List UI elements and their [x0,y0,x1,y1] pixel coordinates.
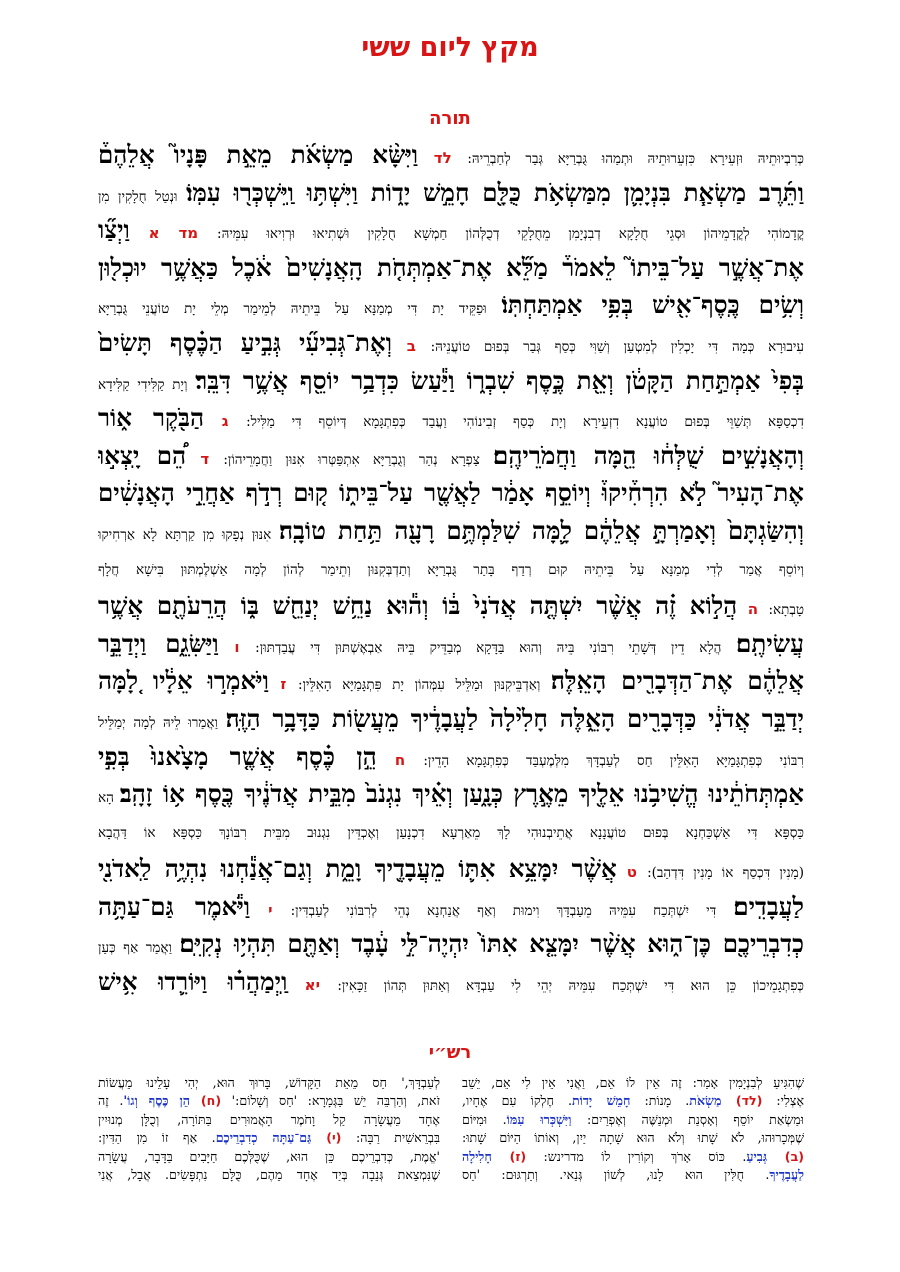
hebrew-verse-text: וַיֹּאמְר֣וּ אֵלָ֔יו לָ֚מָּה [98,666,269,696]
torah-line [98,662,804,700]
rashi-column-left [98,1074,440,1254]
torah-line [98,813,804,851]
torah-line [98,474,804,512]
text-segment: 'אֱמֶת, כְּדִבְרֵיכֶם כֵּן הוּא, שֶׁכֻּלְּכֶם חַיָּבִים בַּדָּבָר, עֲשָׂרָה [98,1148,440,1164]
torah-line [98,399,804,437]
rashi-line [98,1148,440,1166]
hebrew-verse-text: וַיִּשָּׂ֨א מַשְׂאֹ֜ת מֵאֵ֣ת פָּנָיו֮ אֲלֵהֶם֒ [98,140,419,169]
torah-line [98,249,804,287]
rashi-line [462,1129,804,1147]
torah-line [98,550,804,588]
text-segment: . וּמִיּוֹם [462,1111,507,1127]
hebrew-verse-text: יְדַבֵּ֣ר אֲדֹנִ֔י כַּדְּבָרִ֖ים הָאֵ֑לֶּה חָלִ֙ילָה֙ לַעֲבָדֶ֔יךָ מֵעֲשׂ֖וֹת כַּדָּבָ֥ר הַזֶּֽה׃ [225,703,804,733]
text-segment: . מָנוֹת: [630,1093,690,1109]
hebrew-verse-text: אֶת־הָעִיר֮ לֹ֣א הִרְחִ֒יקוּ֒ וְיוֹסֵ֣ף אָמַ֔ר לַאֲשֶׁ֖ר עַל־בֵּית֑וֹ ק֚וּם רְדֹ֣ף אַחֲרֵ֣י הָאֲנָשִׁ֔ים [98,478,804,508]
rashi-verse-ref: (ח) [189,1093,222,1109]
hebrew-verse-text: וַיְצַ֞ו [98,215,130,245]
rashi-commentary [98,1074,804,1254]
hebrew-verse-text: בְּפִי֙ אַמְתַּ֣חַת הַקָּטֹ֔ן וְאֵ֖ת כֶּ֣סֶף שִׁבְר֑וֹ וַיַּ֕עַשׂ כִּדְבַ֥ר יוֹסֵ֖ף אֲשֶׁ֥ר דִּבֵּֽר׃ [195,365,804,395]
torah-line [98,963,804,1001]
rashi-line [98,1129,440,1147]
torah-line [98,136,804,174]
text-segment: אֶחָד מֵעֲשָׂרָה קַל וָחֹמֶר הָאֲמוּרִים בַּתּוֹרָה, וְכֻלָּן מְנוּיִין [98,1111,440,1127]
rashi-dibur-hamatchil: וַיִּשְׁכְּרוּ עִמּוֹ [506,1111,572,1127]
rashi-line [462,1092,804,1110]
targum-text: קֳדָמוֹהִי לְקֳדָמֵיהוֹן וּסְגֵי חֻלָקָא דְבִנְיָמִן מֵחֻלָקֵי דְכֻלְּהוֹן חַמְשָׁא חֻלָקִין וּשְׁתִיאוּ וּרְוִיאוּ עִמֵּיהּ: [217,226,804,243]
torah-line [98,286,804,324]
torah-line [98,211,804,249]
hebrew-verse-text: הֵ֠ם יָֽצְא֣וּ [98,440,187,470]
text-segment: וּמַשְׂאַת יוֹסֵף וְאָסְנַת וּמְנַשֶּׁה וְאֶפְרַיִם: [571,1111,804,1127]
hebrew-verse-text: עֲשִׂיתֶֽם׃ [736,628,804,658]
rashi-dibur-hamatchil: מַשְׂאֹת [689,1093,722,1109]
rashi-dibur-hamatchil: לַעֲבָדֶיךָ [769,1166,804,1182]
rashi-dibur-hamatchil: חָלִילָה [462,1148,492,1164]
rashi-dibur-hamatchil: חָמֵשׁ יָדוֹת [571,1093,631,1109]
torah-header: תורה [429,108,471,129]
torah-line [98,625,804,663]
targum-text: כְּפִתְגָמֵיכוֹן כֵּן הוּא דִּי יִשְׁתְּכַח עִמֵּיהּ יְהֵי לִי עַבְדָּא וְאַתּוּן תְּהוֹן זַכָּאִין: [337,978,804,995]
verse-number: ג [204,412,247,431]
verse-number: לד [418,149,468,167]
text-segment: אֶצְלִי: [762,1093,804,1109]
rashi-line [462,1074,804,1092]
verse-number: ה [737,600,769,619]
rashi-verse-ref: (לד) [721,1093,763,1109]
targum-text: וְאַדְבֵּיקִנּוּן וּמַלֵּיל עִמְּהוֹן יָת פִּתְגָּמַיָּא הָאִלֵּין: [297,677,551,694]
torah-line [98,362,804,400]
hebrew-verse-text: וַיֹּ֕אמֶר גַּם־עַתָּ֥ה [98,891,251,921]
targum-text: רִבּוֹנִי כְּפִתְגָּמַיָּא הָאִלֵּין חַס לְעַבְדָּךְ מִלְּמֶעְבַּד כְּפִתְגָּמָא הָדֵין: [423,752,804,769]
verse-number: מד א [129,224,218,243]
verse-number: ט [616,863,648,882]
verse-number: ח [376,750,424,769]
hebrew-verse-text: כְדִבְרֵיכֶ֖ם כֶּן־ה֑וּא אֲשֶׁ֨ר יִמָּצֵ֤א אִתּוֹ֙ יִהְיֶה־לִּ֣י עָ֔בֶד וְאַתֶּ֖ם תִּהְי֥וּ נְקִיִּֽם׃ [179,929,804,959]
targum-text: וַאֲמַרוּ לֵיהּ לְמָה יְמַלֵּיל [98,714,226,731]
hebrew-verse-text: וַֽיְמַהֲר֗וּ וַיּוֹרִ֛דוּ אִ֥ישׁ [98,967,288,997]
targum-text: צַפְרָא נְהַר וְגֻבְרַיָּא אִתְפַּטְּרוּ אִנּוּן וַחֲמָרֵיהוֹן: [223,451,494,468]
text-segment: שֶׁמְּכָרוּהוּ, לֹא שָׁתוּ וְלֹא הוּא שָׁתָה יַיִן, וְאוֹתוֹ הַיּוֹם שָׁתוּ: [462,1130,804,1146]
text-segment: . אַף זוֹ מִן הַדִּין: [98,1130,216,1146]
rashi-line [98,1166,440,1184]
hebrew-verse-text: וְהִשַּׂגְתָּם֙ וְאָמַרְתָּ֣ אֲלֵהֶ֔ם לָ֛מָּה שִׁלַּמְתֶּ֥ם רָעָ֖ה תַּ֥חַת טוֹבָֽה׃ [279,515,804,545]
page-title: מקץ ליום ששי [361,32,539,63]
targum-text: וּפַקֵּיד יָת דִּי מְמַנָּא עַל בֵּיתֵיהּ לְמֵימַר מְלֵי יָת טוֹעֲנֵי גֻּבְרַיָּא [98,301,502,318]
text-segment: . כּוֹס אָרֹךְ וְקוֹרִין לוֹ מדרינש: [526,1148,747,1164]
targum-text: הָא [98,790,120,807]
targum-text: וַאֲמַר אַף כְּעַן [98,940,180,957]
rashi-line [462,1148,804,1166]
rashi-dibur-hamatchil: גַּם־עַתָּה כְדִבְרֵיכֶם [215,1130,312,1146]
hebrew-verse-text: וְאֶת־גְּבִיעִ֞י גְּבִ֣יעַ הַכֶּ֗סֶף תָּשִׂים֙ [98,327,392,357]
torah-line [98,738,804,776]
verse-number: ב [391,336,431,355]
text-segment: בִּבְרֵאשִׁית רַבָּה: [341,1130,440,1146]
targum-text: הֲלָא דֵין דְּשָׁתֵי רִבּוֹנִי בֵּיהּ וְהוּא בַּדָּקָא מְבַדֵּיק בֵּיהּ אַבְאֶשְׁתּוּן דִּי עֲבַדְתּוּן: [255,639,737,656]
targum-text: וְיוֹסֵף אֲמַר לְדִי מְמַנָּא עַל בֵּיתֵיהּ קוּם רְדַף בָּתַר גֻּבְרַיָּא וְתַדְבְּקִנּוּן וְתֵימַר לְהוֹן לְמָה אַשְׁלֶמְתּוּן בִּישָׁא חֲלָף [98,561,804,578]
rashi-verse-ref: (י) [311,1130,342,1146]
targum-text: כְּרִבְיוּתֵיהּ וּזְעֵירָא כִּזְעֵרוּתֵיהּ וּתְמַהוּ גֻּבְרַיָּא גְּבַר לְחַבְרֵיהּ: [467,151,804,167]
hebrew-verse-text: הַבֹּ֖קֶר א֑וֹר [98,403,205,433]
text-segment: שֶׁהִגִּיעַ לְבִנְיָמִין אָמַר: זֶה אֵין לוֹ אֵם, וַאֲנִי אֵין לִי אֵם, יֵשֵׁב [462,1075,804,1090]
targum-text: וְיָת קַלִּידִי קַלִּידָא [98,376,196,393]
rashi-line [98,1092,440,1110]
torah-line [98,174,804,212]
text-segment: שֶׁנִּמְצֵאת גְּנֵבָה בְּיַד אֶחָד מֵהֶם, כֻּלָּם נִתְפָּשִׂים. אֲבָל, אֲנִי [98,1166,440,1182]
rashi-dibur-hamatchil: גְּבִיעַ [746,1148,768,1164]
targum-text: טָבְתָא: [768,602,804,619]
hebrew-verse-text: וְשִׂ֥ים כֶּֽסֶף־אִ֖ישׁ בְּפִ֥י אַמְתַּחְתּֽוֹ׃ [501,290,804,320]
hebrew-verse-text: אֶת־אֲשֶׁ֣ר עַל־בֵּיתוֹ֮ לֵאמֹר֒ מַלֵּ֞א אֶת־אַמְתְּחֹ֤ת הָֽאֲנָשִׁים֙ אֹ֔כֶל כַּאֲשֶׁ֥ר יוּכְל֖וּן [98,252,804,282]
targum-text: וּנְטַל חֻלָקִין מִן [98,188,187,205]
targum-text: דִּי יִשְׁתְּכַח עִמֵּיהּ מֵעַבְדָּךְ וִימוּת וְאַף אֲנַחְנָא נְהֵי לְרִבּוֹנִי לְעַבְדִּין: [290,902,734,919]
verse-number: ד [186,449,224,468]
targum-text: אִנּוּן נְפָקוּ מִן קַרְתָּא לָא אַרְחִיקוּ [98,526,280,543]
text-segment: . זֶה [98,1093,124,1109]
targum-text: דִכְסַפָּא תְּשַׁוֵּי בְּפוּם טוֹעֲנָא דִזְעֵירָא וְיָת כְּסַף זְבִינוֹהִי וַעֲבַד כְּפִתְגָּמָא דְּיוֹסֵף דִּי מַלִּיל: [246,414,804,431]
text-segment: . חֻלִּין הוּא לָנוּ, לְשׁוֹן גְּנַאי. וְתַרְגּוּם: 'חַס [462,1166,770,1182]
rashi-dibur-hamatchil: הֵן כֶּסֶף וְגוֹ' [123,1093,190,1109]
torah-line [98,925,804,963]
rashi-verse-ref: (ז) [491,1148,527,1164]
hebrew-verse-text: אֲלֵהֶ֔ם אֶת־הַדְּבָרִ֖ים הָאֵֽלֶּה׃ [550,666,804,696]
torah-text [98,136,804,1001]
text-segment: . חֶלְקוֹ עִם אֶחָיו, [462,1093,572,1109]
rashi-line [462,1111,804,1129]
text-segment: זֹאת, וְהַרְבֵּה יֵשׁ בַּגְּמָרָא: 'חַס וְשָׁלוֹם:' [221,1093,440,1109]
targum-text: (מָנִין דִּכְסַף אוֹ מָנִין דִּדְהַב): [647,865,804,882]
hebrew-verse-text: אֲשֶׁ֨ר יִמָּצֵ֥א אִתּ֛וֹ מֵעֲבָדֶ֖יךָ וָמֵ֑ת וְגַם־אֲנַ֕חְנוּ נִהְיֶ֥ה לַֽאדֹנִ֖י [98,854,617,884]
hebrew-verse-text: וַתֵּ֜רֶב מַשְׂאַ֧ת בִּנְיָמִ֛ן מִמַּשְׂאֹ֥ת כֻּלָּ֖ם חָמֵ֣שׁ יָד֑וֹת וַיִּשְׁתּ֥וּ וַֽיִּשְׁכְּר֖וּ עִמּֽוֹ׃ [186,177,804,207]
torah-line [98,324,804,362]
text-segment: לְעַבְדָּךְ,' חַס מֵאֵת הַקָּדוֹשׁ, בָּרוּךְ הוּא, יְהִי עָלֵינוּ מֵעֲשׂוֹת [98,1075,440,1090]
torah-line [98,587,804,625]
targum-text: עִיבוּרָא כְּמָה דִּי יָכְלִין לְמִטְעַן וְשַׁוִּי כְּסַף גְּבַר בְּפוּם טוֹעֲנֵיהּ: [430,338,804,355]
hebrew-verse-text: הֲל֣וֹא זֶ֗ה אֲשֶׁ֨ר יִשְׁתֶּ֤ה אֲדֹנִי֙ בּ֔וֹ וְה֕וּא נַחֵ֥שׁ יְנַחֵ֖שׁ בּ֑וֹ הֲרֵעֹתֶ֖ם אֲשֶׁ֥ר [98,591,738,621]
rashi-line [98,1111,440,1129]
torah-line [98,700,804,738]
hebrew-verse-text: אַמְתְּחֹתֵ֔ינוּ הֱשִׁיבֹ֥נוּ אֵלֶ֖יךָ מֵאֶ֣רֶץ כְּנָ֑עַן וְאֵ֗יךְ נִגְנֹב֙ מִבֵּ֣ית אֲדֹנֶ֔יךָ כֶּ֖סֶף א֥וֹ זָהָֽב׃ [119,779,804,809]
rashi-verse-ref: (ב) [767,1148,804,1164]
hebrew-verse-text: וְהָאֲנָשִׁ֣ים שֻׁלְּח֔וּ הֵ֖מָּה וַחֲמֹרֵיהֶֽם׃ [493,440,804,470]
verse-number: ו [218,637,256,656]
torah-line [98,888,804,926]
torah-line [98,437,804,475]
rashi-column-right [462,1074,804,1254]
hebrew-verse-text: וַיַּשִּׂגֵ֑ם וַיְדַבֵּ֣ר [98,628,219,658]
verse-number: י [250,900,291,919]
torah-line [98,850,804,888]
rashi-line [98,1074,440,1092]
rashi-header: רש״י [428,1042,472,1063]
torah-line [98,512,804,550]
verse-number: יא [287,976,338,995]
targum-text: כַּסְפָּא דִּי אַשְׁכַּחְנָא בְּפוּם טוֹעֲנָנָא אֲתֵיבְנוּהִי לָךְ מֵאַרְעָא דִכְנָעַן וְאֶכְדֵּין נִגְנוּב מִבֵּית רִבּוֹנָךְ כַּסְפָּא אוֹ דַּהֲבָא [98,824,804,841]
hebrew-verse-text: לַעֲבָדִֽים׃ [733,891,804,921]
verse-number: ז [268,675,298,694]
torah-line [98,775,804,813]
rashi-line [462,1166,804,1184]
hebrew-verse-text: הֵ֣ן כֶּ֗סֶף אֲשֶׁ֤ר מָצָ֙אנוּ֙ בְּפִ֣י [98,741,377,771]
